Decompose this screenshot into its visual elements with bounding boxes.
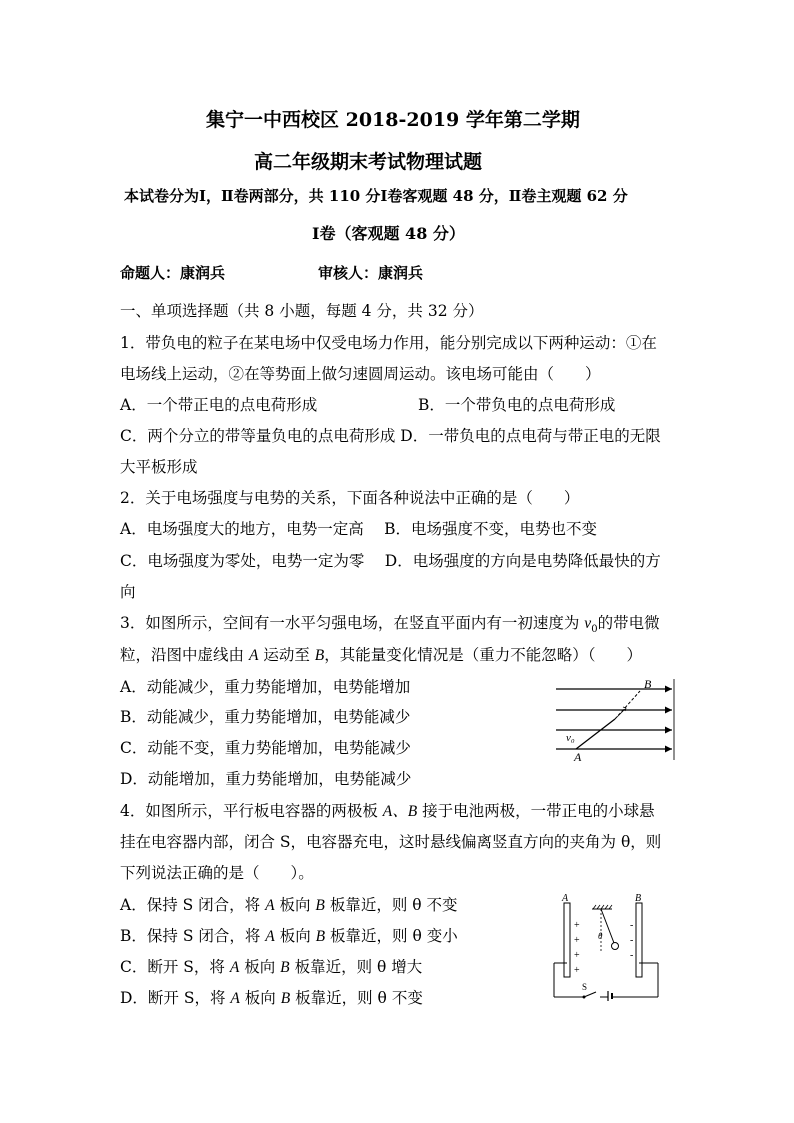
q2-option-d-cont: 向	[120, 583, 136, 601]
q1-option-b: B．一个带负电的点电荷形成	[418, 396, 616, 414]
q2-option-ab: A．电场强度大的地方，电势一定高 B．电场强度不变，电势也不变	[120, 520, 598, 538]
q3-option-d: D．动能增加，重力势能增加，电势能减少	[120, 770, 412, 788]
q4-option-b: B．保持 S 闭合，将 A 板向 B 板靠近，则 θ 变小	[120, 927, 458, 945]
q1-stem-line2: 电场线上运动，②在等势面上做匀速圆周运动。该电场可能由（ ）	[120, 365, 601, 383]
reviewer-line: 审核人：康润兵	[318, 264, 424, 282]
q4-fig-plus: +	[574, 950, 580, 961]
q4-fig-label-a: A	[562, 893, 569, 904]
q1-stem-line1: 1．带负电的粒子在某电场中仅受电场力作用，能分别完成以下两种运动：①在	[120, 334, 657, 352]
q4-capacitor-figure	[546, 893, 666, 1001]
q4-option-c: C．断开 S，将 A 板向 B 板靠近，则 θ 增大	[120, 958, 423, 976]
q3-option-a: A．动能减少，重力势能增加，电势能增加	[120, 678, 411, 696]
q4-fig-plus: +	[574, 935, 580, 946]
exam-title: 集宁一中西校区 2018-2019 学年第二学期	[206, 109, 580, 131]
author-line: 命题人：康润兵	[120, 264, 226, 282]
q4-stem-line3: 下列说法正确的是（ ）。	[120, 864, 314, 882]
exam-subtitle: 高二年级期末考试物理试题	[254, 151, 483, 173]
paper-note: 本试卷分为Ⅰ，Ⅱ卷两部分，共 110 分Ⅰ卷客观题 48 分，Ⅱ卷主观题 62 分	[124, 187, 628, 205]
q4-stem-line1: 4．如图所示，平行板电容器的两极板 A、B 接于电池两极，一带正电的小球悬	[120, 802, 655, 820]
q4-option-a: A．保持 S 闭合，将 A 板向 B 板靠近，则 θ 不变	[120, 896, 458, 914]
q4-fig-minus: -	[630, 920, 634, 931]
q4-fig-minus: -	[630, 950, 634, 961]
q1-option-a: A．一个带正电的点电荷形成	[120, 396, 318, 414]
q3-option-c: C．动能不变，重力势能增加，电势能减少	[120, 739, 411, 757]
q4-fig-plus: +	[574, 920, 580, 931]
q3-stem-line1: 3．如图所示，空间有一水平匀强电场，在竖直平面内有一初速度为 $v_0$的带电微	[120, 614, 660, 636]
q3-fig-label-a: A	[574, 750, 582, 762]
q4-stem-line2: 挂在电容器内部，闭合 S，电容器充电，这时悬线偏离竖直方向的夹角为 θ，则	[120, 833, 662, 851]
q4-fig-plus: +	[574, 965, 580, 976]
q1-option-d-cont: 大平板形成	[120, 458, 198, 476]
q3-fig-label-v0: v₀	[566, 732, 575, 744]
q2-option-cd: C．电场强度为零处，电势一定为零 D．电场强度的方向是电势降低最快的方	[120, 552, 661, 570]
q3-field-figure	[553, 677, 678, 762]
q4-option-d: D．断开 S，将 A 板向 B 板靠近，则 θ 不变	[120, 989, 423, 1007]
q3-fig-label-b: B	[644, 677, 652, 691]
q3-stem-line2: 粒，沿图中虚线由 A 运动至 B，其能量变化情况是（重力不能忽略）（ ）	[120, 646, 642, 664]
part-one-heading: Ⅰ卷（客观题 48 分）	[312, 224, 465, 243]
q1-option-cd: C．两个分立的带等量负电的点电荷形成 D．一带负电的点电荷与带正电的无限	[120, 427, 661, 445]
q4-fig-minus: -	[630, 935, 634, 946]
q2-stem: 2．关于电场强度与电势的关系，下面各种说法中正确的是（ ）	[120, 489, 580, 507]
q4-fig-label-s: S	[582, 982, 588, 992]
q4-fig-label-theta: θ	[598, 931, 603, 941]
q3-option-b: B．动能减少，重力势能增加，电势能减少	[120, 708, 411, 726]
section-heading: 一、单项选择题（共 8 小题，每题 4 分，共 32 分）	[120, 302, 484, 320]
q4-fig-label-b: B	[635, 893, 642, 904]
